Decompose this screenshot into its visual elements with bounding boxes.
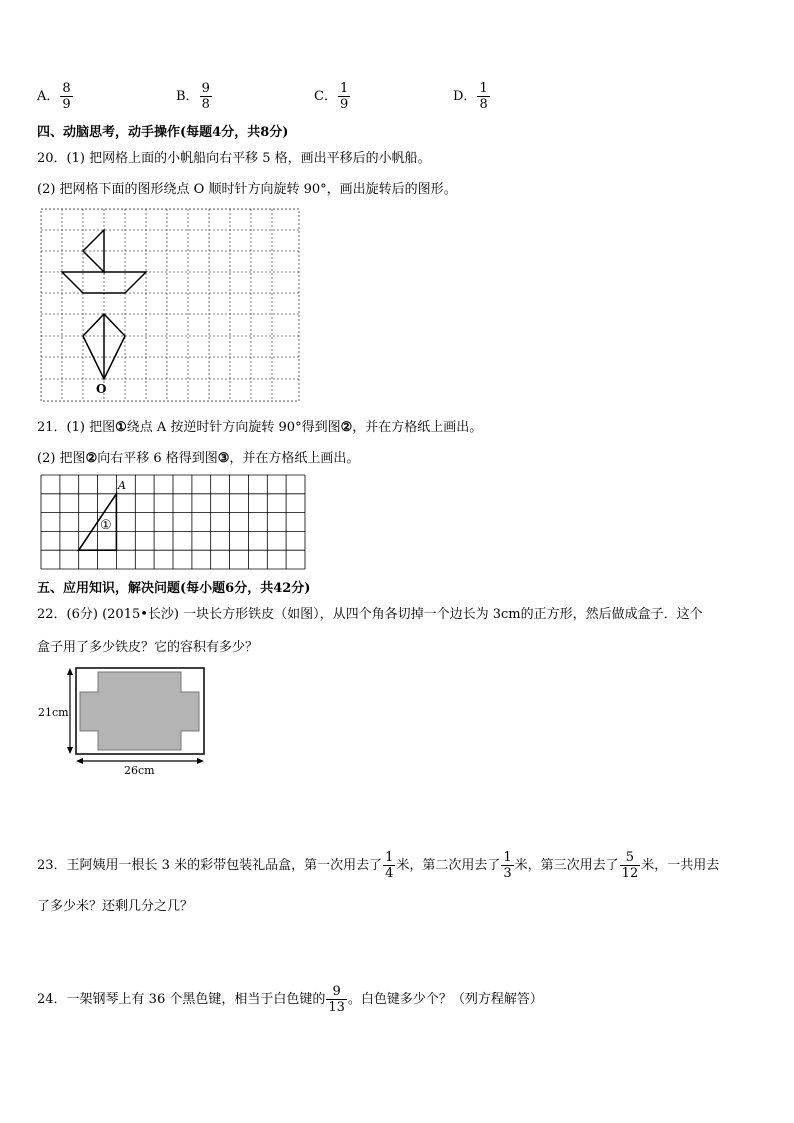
- q22-sheet-figure: [36, 662, 211, 774]
- q21-part2: (2) 把图②向右平移 6 格得到图③，并在方格纸上画出。: [37, 451, 360, 466]
- fraction: $\frac{1}{3}$: [503, 850, 512, 881]
- grid-border: [41, 209, 299, 401]
- fraction: $\frac{1}{4}$: [385, 850, 394, 881]
- sailboat-shape: [62, 230, 146, 293]
- figure-1-label: ①: [100, 518, 112, 533]
- q22-line2: 盒子用了多少铁皮？它的容积有多少？: [37, 640, 259, 655]
- height-label: 21cm: [38, 706, 69, 719]
- section-5-heading: 五、应用知识，解决问题(每小题6分，共42分): [37, 581, 311, 596]
- q20-grid-figure: [40, 208, 302, 403]
- grid-lines: [41, 209, 299, 401]
- width-label: 26cm: [124, 764, 155, 774]
- q21-part1: 21．(1) 把图①绕点 A 按逆时针方向旋转 90°得到图②，并在方格纸上画出。: [37, 420, 483, 435]
- choice-d: D． $\frac{1}{8}$: [453, 81, 488, 112]
- fraction: $\frac{5}{12}$: [621, 850, 639, 881]
- choice-c: C． $\frac{1}{9}$: [314, 81, 349, 112]
- fraction: $\frac{9}{8}$: [201, 81, 210, 112]
- fraction: $\frac{1}{8}$: [479, 81, 488, 112]
- choice-a: A． $\frac{8}{9}$: [37, 81, 71, 112]
- point-a-label: A: [118, 479, 126, 492]
- q21-grid-figure: [40, 474, 308, 572]
- q20-part1: 20．(1) 把网格上面的小帆船向右平移 5 格，画出平移后的小帆船。: [37, 151, 431, 166]
- kite-shape: [83, 314, 125, 379]
- fraction: $\frac{8}{9}$: [62, 81, 71, 112]
- q23-line1: 23．王阿姨用一根长 3 米的彩带包装礼品盒，第一次用去了 $\frac{1}{4}$ 米，第二次用去了 $\frac{1}{3}$ 米，第三次用去了 $\frac{5}{12}$ 米，一共用去: [37, 850, 720, 881]
- point-o-label: O: [96, 382, 107, 396]
- q24-line: 24．一架钢琴上有 36 个黑色键，相当于白色键的 $\frac{9}{13}$ 。白色键多少个？（列方程解答）: [37, 984, 543, 1015]
- q23-line2: 了多少米？还剩几分之几？: [37, 899, 194, 914]
- choice-b: B． $\frac{9}{8}$: [176, 81, 210, 112]
- grid-lines: [41, 475, 305, 569]
- q22-line1: 22．(6分) (2015•长沙) 一块长方形铁皮（如图），从四个角各切掉一个边长为 3cm的正方形，然后做成盒子．这个: [37, 607, 703, 622]
- fraction: $\frac{9}{13}$: [328, 984, 345, 1015]
- fraction: $\frac{1}{9}$: [339, 81, 349, 112]
- q20-part2: (2) 把网格下面的图形绕点 O 顺时针方向旋转 90°，画出旋转后的图形。: [37, 182, 457, 197]
- box-net-shape: [80, 672, 199, 750]
- section-4-heading: 四、动脑思考，动手操作(每题4分，共8分): [37, 125, 289, 140]
